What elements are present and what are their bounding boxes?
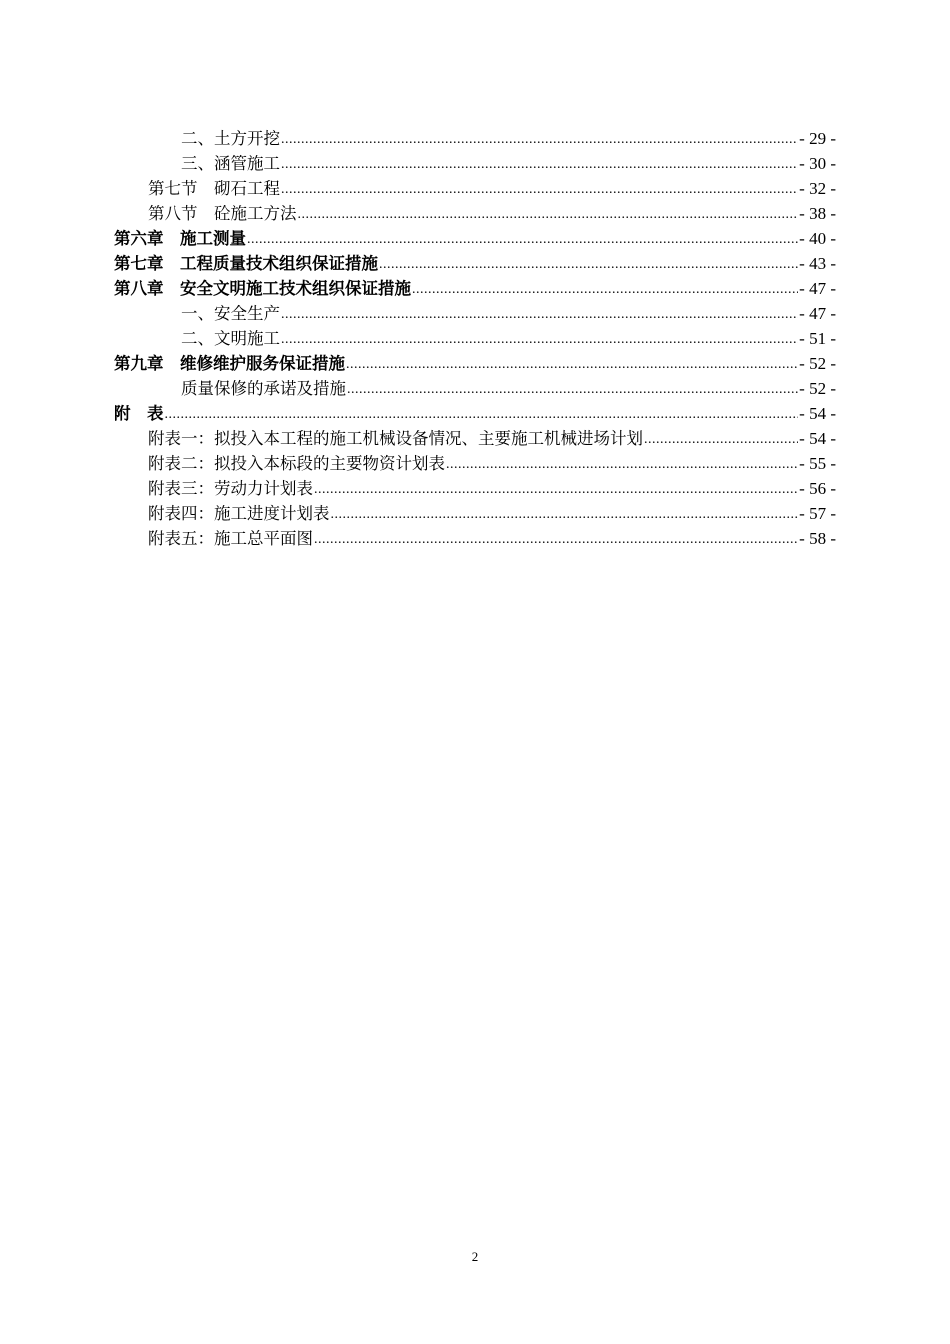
toc-dot-leader xyxy=(281,131,798,149)
toc-entry-title: 附表一：拟投入本工程的施工机械设备情况、主要施工机械进场计划 xyxy=(148,429,643,448)
toc-entry[interactable] xyxy=(0,174,950,199)
toc-entry[interactable] xyxy=(0,374,950,399)
toc-dot-leader xyxy=(298,206,799,224)
toc-entry-title: 第八节 砼施工方法 xyxy=(148,204,297,223)
toc-dot-leader xyxy=(281,306,798,324)
toc-dot-leader xyxy=(281,331,798,349)
toc-entry[interactable] xyxy=(0,474,950,499)
toc-entry-title: 附表五：施工总平面图 xyxy=(148,529,313,548)
toc-dot-leader xyxy=(314,531,798,549)
toc-entry-page: - 30 - xyxy=(799,154,836,173)
toc-entry-page: - 29 - xyxy=(799,129,836,148)
toc-entry[interactable] xyxy=(0,524,950,549)
toc-entry-page: - 56 - xyxy=(799,479,836,498)
toc-entry[interactable] xyxy=(0,149,950,174)
toc-entry[interactable] xyxy=(0,249,950,274)
table-of-contents xyxy=(0,124,950,549)
toc-dot-leader xyxy=(331,506,799,524)
toc-entry-title: 附表四：施工进度计划表 xyxy=(148,504,330,523)
toc-entry-page: - 38 - xyxy=(799,204,836,223)
toc-entry-title: 第六章 施工测量 xyxy=(114,229,246,248)
toc-entry-title: 附表二：拟投入本标段的主要物资计划表 xyxy=(148,454,445,473)
toc-dot-leader xyxy=(346,356,798,374)
toc-entry-title: 三、涵管施工 xyxy=(181,154,280,173)
toc-entry-title: 一、安全生产 xyxy=(181,304,280,323)
toc-dot-leader xyxy=(281,156,798,174)
toc-entry[interactable] xyxy=(0,199,950,224)
toc-entry-page: - 57 - xyxy=(799,504,836,523)
toc-entry-page: - 55 - xyxy=(799,454,836,473)
toc-dot-leader xyxy=(165,406,799,424)
toc-entry-page: - 47 - xyxy=(799,279,836,298)
toc-entry[interactable] xyxy=(0,399,950,424)
toc-dot-leader xyxy=(247,231,798,249)
toc-entry[interactable] xyxy=(0,224,950,249)
toc-entry-page: - 47 - xyxy=(799,304,836,323)
toc-entry-title: 第八章 安全文明施工技术组织保证措施 xyxy=(114,279,411,298)
toc-entry[interactable] xyxy=(0,124,950,149)
toc-dot-leader xyxy=(412,281,798,299)
toc-entry-title: 附表三：劳动力计划表 xyxy=(148,479,313,498)
toc-entry[interactable] xyxy=(0,424,950,449)
toc-entry-title: 质量保修的承诺及措施 xyxy=(181,379,346,398)
toc-dot-leader xyxy=(314,481,798,499)
toc-dot-leader xyxy=(347,381,798,399)
toc-entry[interactable] xyxy=(0,349,950,374)
toc-dot-leader xyxy=(446,456,798,474)
toc-entry[interactable] xyxy=(0,449,950,474)
toc-entry-page: - 54 - xyxy=(799,404,836,423)
toc-entry-title: 附 表 xyxy=(114,404,164,423)
toc-entry[interactable] xyxy=(0,499,950,524)
toc-entry-page: - 52 - xyxy=(799,379,836,398)
toc-entry-page: - 40 - xyxy=(799,229,836,248)
toc-entry-title: 二、土方开挖 xyxy=(181,129,280,148)
toc-entry-page: - 32 - xyxy=(799,179,836,198)
toc-dot-leader xyxy=(379,256,798,274)
toc-entry-page: - 43 - xyxy=(799,254,836,273)
toc-entry-page: - 52 - xyxy=(799,354,836,373)
toc-dot-leader xyxy=(644,431,798,449)
toc-dot-leader xyxy=(281,181,798,199)
toc-entry-page: - 51 - xyxy=(799,329,836,348)
toc-entry[interactable] xyxy=(0,274,950,299)
toc-entry-page: - 54 - xyxy=(799,429,836,448)
toc-entry[interactable] xyxy=(0,299,950,324)
toc-entry[interactable] xyxy=(0,324,950,349)
toc-entry-title: 第七章 工程质量技术组织保证措施 xyxy=(114,254,378,273)
toc-entry-page: - 58 - xyxy=(799,529,836,548)
toc-entry-title: 第九章 维修维护服务保证措施 xyxy=(114,354,345,373)
toc-entry-title: 二、文明施工 xyxy=(181,329,280,348)
page-number: 2 xyxy=(471,1249,479,1264)
toc-entry-title: 第七节 砌石工程 xyxy=(148,179,280,198)
